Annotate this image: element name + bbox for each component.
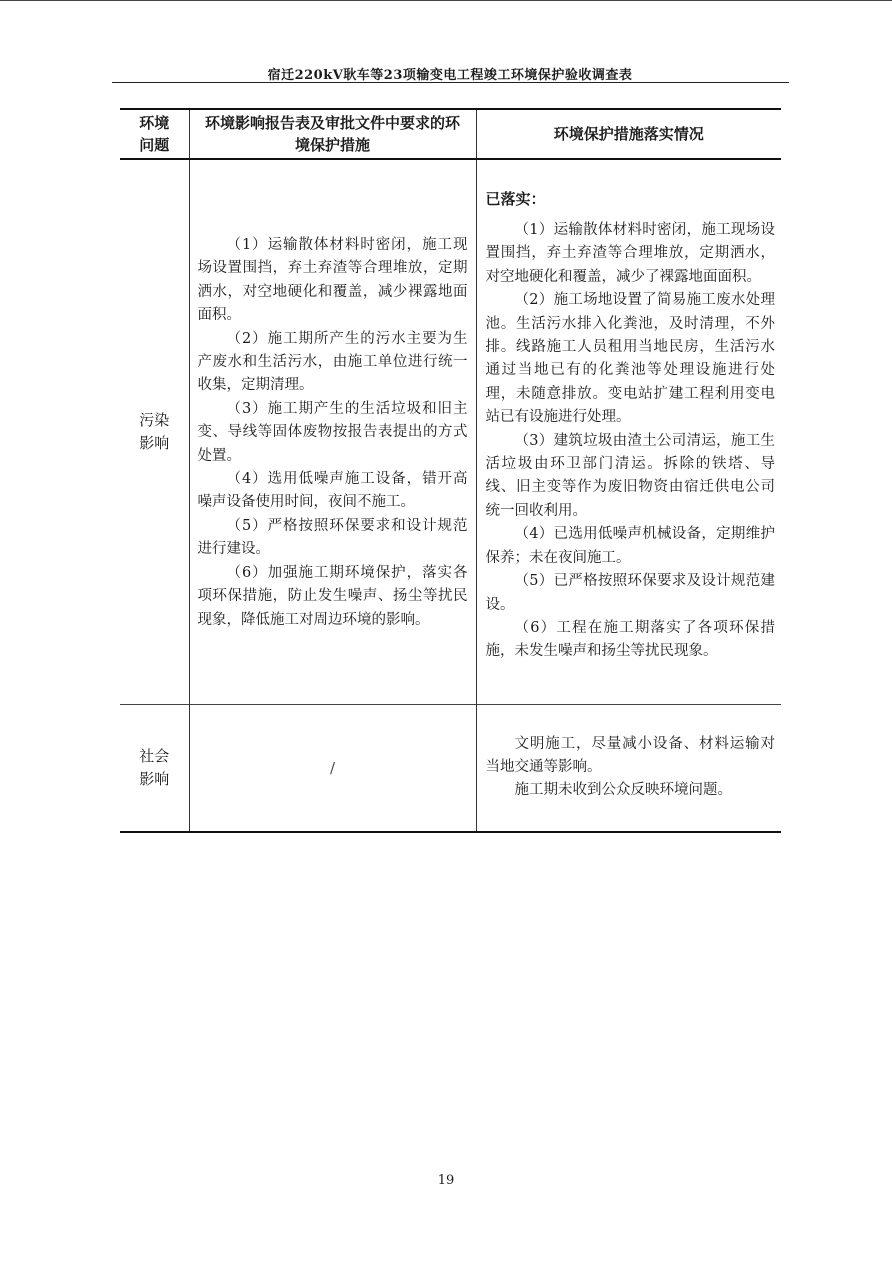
- social-implemented-2: 施工期未收到公众反映环境问题。: [514, 782, 732, 799]
- required-measure-3: （3）施工期产生的生活垃圾和旧主变、导线等固体废物按报告表提出的方式处置。: [197, 400, 468, 464]
- table-row-pollution: [120, 159, 781, 704]
- implementation-social: [476, 704, 781, 832]
- social-implemented-1: 文明施工，尽量减小设备、材料运输对当地交通等影响。: [485, 735, 775, 776]
- header-required-measures-text: 环境影响报告表及审批文件中要求的环境保护措施: [204, 114, 460, 154]
- implemented-measure-3: （3）建筑垃圾由渣土公司清运，施工生活垃圾由环卫部门清运。拆除的铁塔、导线、旧主变等作为废旧物资由宿迁供电公司统一回收利用。: [485, 432, 775, 519]
- environmental-measures-table: [120, 108, 781, 833]
- implementation-pollution: [476, 159, 781, 704]
- required-measures-pollution: [189, 159, 476, 704]
- table-header-row: [120, 109, 781, 159]
- category-pollution-cell: [120, 159, 189, 704]
- header-required-measures: [189, 109, 476, 159]
- header-issue-text: 环境问题: [139, 114, 170, 154]
- category-pollution-label: 污染影响: [139, 410, 170, 452]
- implemented-measure-2: （2）施工场地设置了简易施工废水处理池。生活污水排入化粪池，及时清理，不外排。线路施工人员租用当地民房，生活污水通过当地已有的化粪池等处理设施进行处理，未随意排放。变电站扩建工程利用变电站已有设施进行处理。: [485, 292, 775, 426]
- required-measure-4: （4）选用低噪声施工设备，错开高噪声设备使用时间，夜间不施工。: [197, 471, 468, 511]
- header-implementation: 环境保护措施落实情况: [476, 109, 781, 159]
- table-row-social: [120, 704, 781, 832]
- implemented-measure-4: （4）已选用低噪声机械设备，定期维护保养；未在夜间施工。: [485, 526, 775, 566]
- header-underline: [112, 82, 789, 83]
- implemented-measure-6: （6）工程在施工期落实了各项环保措施，未发生噪声和扬尘等扰民现象。: [485, 619, 775, 660]
- required-measure-6: （6）加强施工期环境保护，落实各项环保措施，防止发生噪声、扬尘等扰民现象，降低施工对周边环境的影响。: [197, 564, 468, 628]
- implemented-status-label: 已落实：: [485, 190, 546, 208]
- document-header-title: 宿迁220kV耿车等23项输变电工程竣工环境保护验收调查表: [267, 68, 633, 83]
- page-number: 19: [437, 1173, 455, 1188]
- required-measure-2: （2）施工期所产生的污水主要为生产废水和生活污水，由施工单位进行统一收集，定期清理。: [197, 330, 468, 394]
- implemented-measure-5: （5）已严格按照环保要求及设计规范建设。: [485, 573, 775, 613]
- required-measures-social: /: [189, 704, 476, 832]
- category-social-label: 社会影响: [139, 746, 170, 788]
- header-issue: [120, 109, 189, 159]
- category-social-cell: [120, 704, 189, 832]
- required-measure-5: （5）严格按照环保要求和设计规范进行建设。: [197, 517, 468, 558]
- top-border-line: [0, 0, 892, 1]
- required-measure-1: （1）运输散体材料时密闭，施工现场设置围挡，弃土弃渣等合理堆放，定期洒水，对空地硬化和覆盖，减少裸露地面面积。: [197, 237, 468, 324]
- implemented-measure-1: （1）运输散体材料时密闭，施工现场设置围挡，弃土弃渣等合理堆放，定期洒水，对空地硬化和覆盖，减少了裸露地面面积。: [485, 222, 775, 285]
